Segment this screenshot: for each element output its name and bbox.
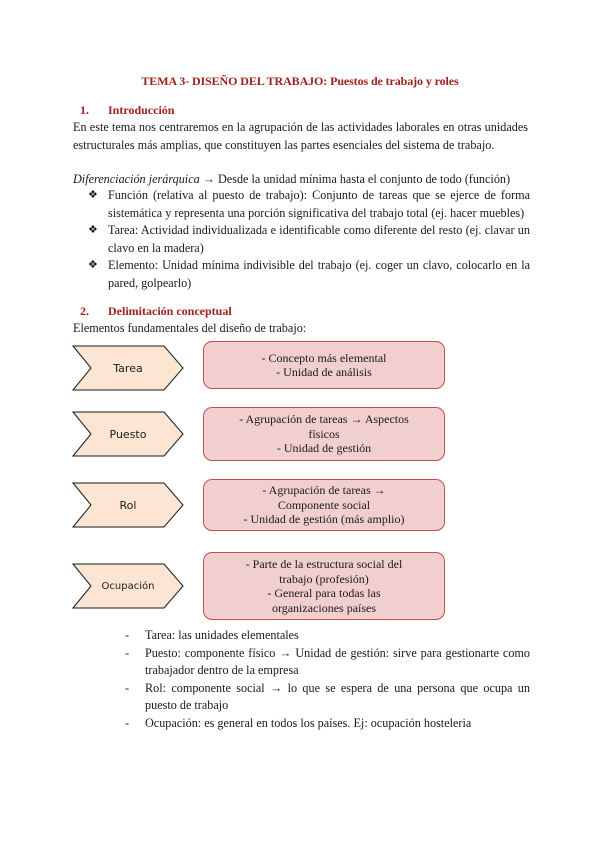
diff-label: Diferenciación jerárquica bbox=[73, 172, 200, 186]
chevron-rol bbox=[72, 482, 184, 528]
diff-line bbox=[73, 171, 528, 189]
dash-bullet: - bbox=[125, 715, 130, 730]
chevron-label: Tarea bbox=[113, 361, 143, 375]
section-2-title: Delimitación conceptual bbox=[108, 304, 232, 318]
summary-list bbox=[125, 627, 530, 732]
list-item: - Rol: componente social → lo que se espera de una persona que ocupa un puesto de trabajo bbox=[125, 680, 530, 712]
concept-box-ocupacion: - Parte de la estructura social del trabajo (profesión) - General para todas las organizaciones países bbox=[203, 552, 445, 620]
list-item: - Ocupación: es general en todos los países. Ej: ocupación hosteleria bbox=[125, 715, 530, 733]
chevron-ocupacion bbox=[72, 563, 184, 609]
section-1-heading bbox=[80, 103, 174, 118]
concept-box-tarea: - Concepto más elemental - Unidad de análisis bbox=[203, 341, 445, 389]
section-1-number: 1. bbox=[80, 103, 89, 117]
chevron-label: Rol bbox=[119, 498, 137, 512]
chevron-puesto bbox=[72, 411, 184, 457]
list-item: ❖ Elemento: Unidad mínima indivisible del trabajo (ej. coger un clavo, colocarlo en la pared, golpearlo) bbox=[88, 258, 530, 290]
diamond-bullet-icon: ❖ bbox=[88, 259, 98, 271]
section-2-intro: Elementos fundamentales del diseño de trabajo: bbox=[73, 321, 307, 335]
concept-box-puesto: - Agrupación de tareas → Aspectos físicos - Unidad de gestión bbox=[203, 407, 445, 461]
list-item: ❖ Función (relativa al puesto de trabajo): Conjunto de tareas que se ejerce de forma sistemática y representa una porción significativa del trabajo total (ej. hacer muebles) bbox=[88, 188, 530, 220]
section-2-number: 2. bbox=[80, 304, 89, 318]
section-1-title: Introducción bbox=[108, 103, 175, 117]
chevron-label: Puesto bbox=[109, 427, 147, 441]
list-item: ❖ Tarea: Actividad individualizada e identificable como diferente del resto (ej. clavar un clavo en la madera) bbox=[88, 223, 530, 255]
list-item: - Tarea: las unidades elementales bbox=[125, 627, 530, 645]
definitions-list bbox=[88, 187, 530, 292]
concept-box-rol: - Agrupación de tareas → Componente social - Unidad de gestión (más amplio) bbox=[203, 479, 445, 531]
intro-paragraph: En este tema nos centraremos en la agrupación de las actividades laborales en otras unidades estructurales más amplias, que constituyen las partes esenciales del sistema de trabajo. bbox=[73, 120, 528, 152]
diamond-bullet-icon: ❖ bbox=[88, 189, 98, 201]
document-title: TEMA 3- DISEÑO DEL TRABAJO: Puestos de trabajo y roles bbox=[141, 74, 459, 88]
chevron-tarea bbox=[72, 345, 184, 391]
diamond-bullet-icon: ❖ bbox=[88, 224, 98, 236]
list-item: - Puesto: componente físico → Unidad de gestión: sirve para gestionarte como trabajador dentro de la empresa bbox=[125, 645, 530, 677]
dash-bullet: - bbox=[125, 680, 130, 695]
chevron-label: Ocupación bbox=[101, 580, 155, 592]
dash-bullet: - bbox=[125, 645, 130, 660]
section-2-heading bbox=[80, 304, 232, 319]
dash-bullet: - bbox=[125, 628, 130, 642]
diff-text: Desde la unidad mínima hasta el conjunto de todo (función) bbox=[214, 172, 511, 186]
diff-arrow: → bbox=[202, 172, 215, 186]
